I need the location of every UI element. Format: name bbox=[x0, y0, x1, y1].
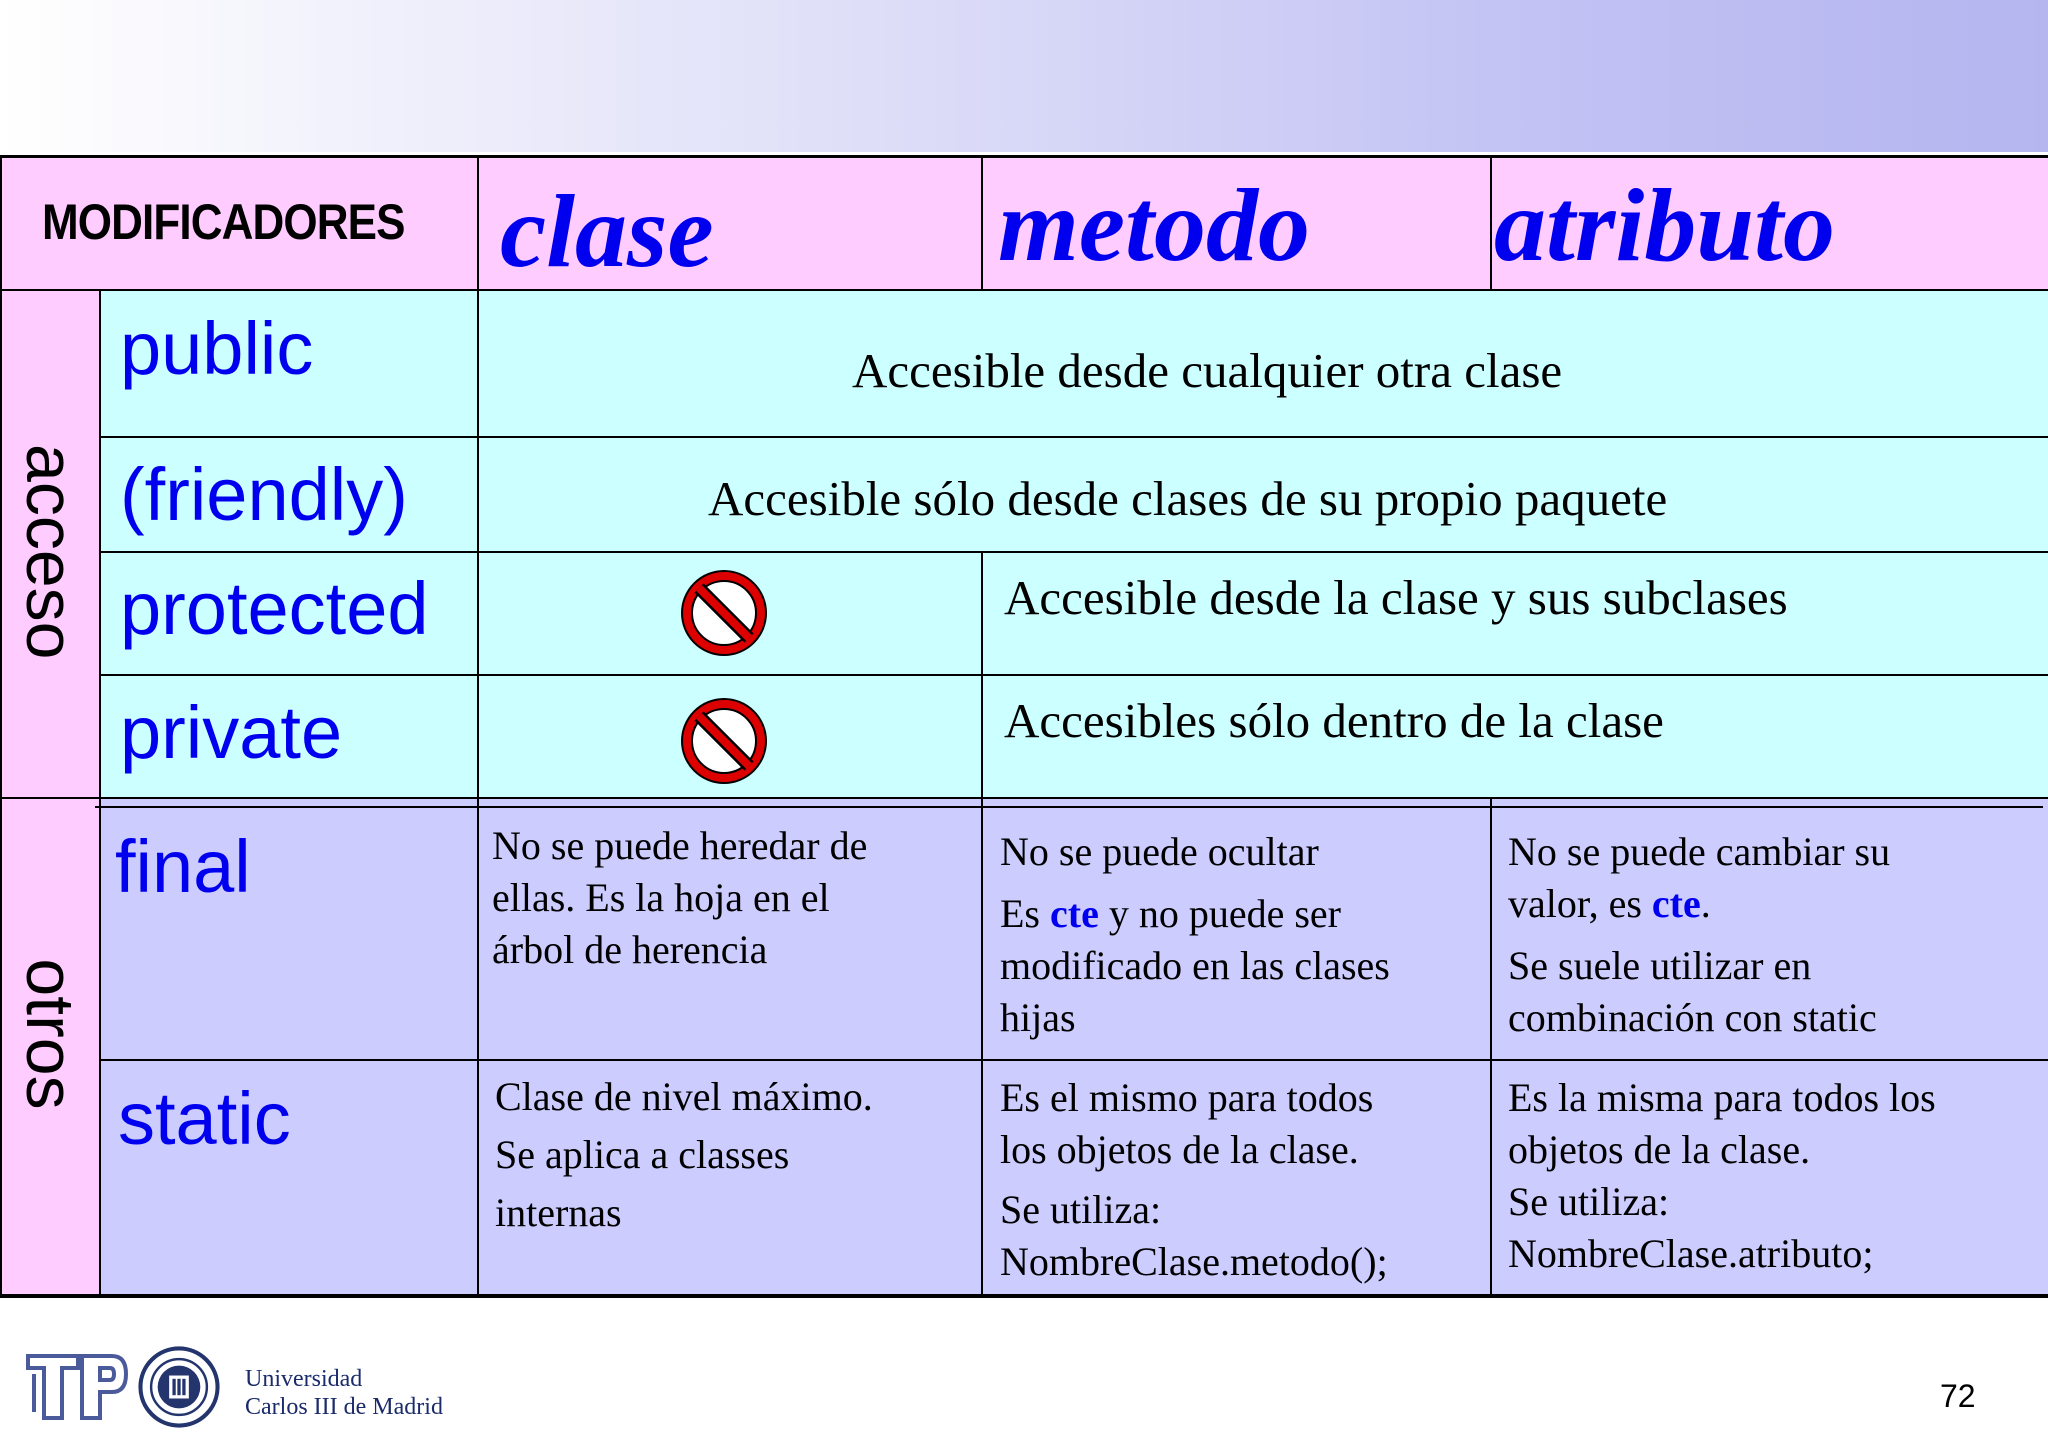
grid-line bbox=[981, 156, 983, 290]
modifier-friendly: (friendly) bbox=[120, 453, 408, 536]
grid-line bbox=[0, 155, 2048, 158]
text-line: combinación con static bbox=[1508, 995, 1877, 1040]
modifier-protected: protected bbox=[120, 567, 429, 650]
group-label-acceso: acceso bbox=[12, 444, 88, 660]
text-line: NombreClase.metodo(); bbox=[1000, 1239, 1388, 1284]
text-line: No se puede heredar de bbox=[492, 823, 868, 868]
university-name-line: Carlos III de Madrid bbox=[245, 1394, 443, 1420]
final-metodo-text bbox=[1000, 826, 1390, 1044]
forbidden-icon bbox=[680, 569, 768, 657]
text-line: objetos de la clase. bbox=[1508, 1127, 1811, 1172]
modifier-private: private bbox=[120, 691, 343, 774]
text-line: No se puede ocultar bbox=[1000, 829, 1319, 874]
static-metodo-text bbox=[1000, 1072, 1388, 1288]
grid-line bbox=[1490, 156, 1492, 290]
grid-line bbox=[100, 1059, 2048, 1061]
grid-line bbox=[0, 156, 2, 1296]
grid-line bbox=[1490, 798, 1492, 1298]
university-name bbox=[245, 1365, 443, 1421]
text-fragment: Es bbox=[1000, 891, 1050, 936]
private-description: Accesibles sólo dentro de la clase bbox=[1004, 693, 1664, 748]
text-fragment: valor, es bbox=[1508, 881, 1652, 926]
final-atributo-text bbox=[1508, 826, 1890, 1044]
grid-line bbox=[99, 290, 101, 1296]
text-line bbox=[1508, 878, 1890, 930]
department-logo bbox=[22, 1346, 132, 1426]
protected-description: Accesible desde la clase y sus subclases bbox=[1004, 570, 1788, 625]
modifier-public: public bbox=[120, 307, 314, 390]
text-line: modificado en las clases bbox=[1000, 943, 1390, 988]
modifier-final: final bbox=[115, 825, 251, 908]
text-line: Se utiliza: bbox=[1000, 1187, 1162, 1232]
text-line: Se utiliza: bbox=[1508, 1179, 1670, 1224]
grid-line bbox=[100, 551, 2048, 553]
university-seal-icon bbox=[138, 1346, 220, 1428]
friendly-description: Accesible sólo desde clases de su propio paquete bbox=[708, 471, 1668, 526]
text-line: los objetos de la clase. bbox=[1000, 1127, 1359, 1172]
text-line: internas bbox=[495, 1190, 622, 1235]
cte-highlight: cte bbox=[1651, 881, 1701, 926]
grid-line bbox=[0, 797, 2048, 799]
text-line: ellas. Es la hoja en el bbox=[492, 875, 830, 920]
text-line: Se suele utilizar en bbox=[1508, 943, 1812, 988]
text-line: hijas bbox=[1000, 995, 1076, 1040]
text-line: árbol de herencia bbox=[492, 927, 768, 972]
text-line bbox=[1000, 888, 1390, 940]
grid-line bbox=[100, 436, 2048, 438]
page-number: 72 bbox=[1940, 1378, 1976, 1414]
grid-line bbox=[100, 674, 2048, 676]
final-clase-text bbox=[492, 820, 867, 976]
text-line: Es el mismo para todos bbox=[1000, 1075, 1374, 1120]
grid-line bbox=[981, 552, 983, 1296]
text-line: Clase de nivel máximo. bbox=[495, 1074, 873, 1119]
grid-line bbox=[95, 806, 2043, 808]
text-line: Se aplica a classes bbox=[495, 1132, 790, 1177]
grid-line bbox=[0, 1294, 2048, 1298]
header-atributo: atributo bbox=[1494, 168, 1835, 283]
header-metodo: metodo bbox=[998, 168, 1310, 283]
public-description: Accesible desde cualquier otra clase bbox=[852, 343, 1563, 398]
modifier-static: static bbox=[118, 1077, 291, 1160]
static-atributo-text bbox=[1508, 1072, 1936, 1280]
grid-line bbox=[0, 289, 2048, 291]
title-gradient-band bbox=[0, 0, 2048, 152]
text-line: No se puede cambiar su bbox=[1508, 829, 1891, 874]
text-fragment: y no puede ser bbox=[1098, 891, 1341, 936]
grid-line bbox=[477, 156, 479, 1296]
group-label-otros: otros bbox=[12, 958, 88, 1110]
static-clase-text bbox=[495, 1068, 873, 1242]
text-line: Es la misma para todos los bbox=[1508, 1075, 1936, 1120]
cte-highlight: cte bbox=[1050, 891, 1099, 936]
forbidden-icon bbox=[680, 697, 768, 785]
text-fragment: . bbox=[1700, 881, 1711, 926]
header-modificadores: MODIFICADORES bbox=[42, 194, 405, 250]
header-clase: clase bbox=[500, 174, 714, 289]
text-line: NombreClase.atributo; bbox=[1508, 1231, 1874, 1276]
university-name-line: Universidad bbox=[245, 1366, 363, 1392]
